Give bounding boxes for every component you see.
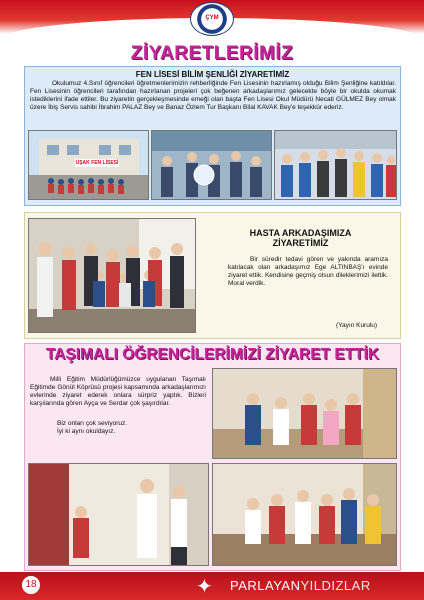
footer-brand-left: PARLAYAN	[230, 578, 301, 593]
page-number: 18	[22, 576, 40, 594]
article2-body: Bir süredir tedavi gören ve yakında aramıza katılacak olan arkadaşımız Ege ALTINBAŞ'ı evinde ziyaret ettik. Kendisine geçmiş olsun dileklerimizi ilettik. Moral verdik.	[228, 256, 388, 287]
page-title: ZİYARETLERİMİZ	[130, 43, 294, 64]
article1-title: FEN LİSESİ BİLİM ŞENLİĞİ ZİYARETİMİZ	[135, 70, 290, 79]
logo-text: ÇYM	[205, 15, 219, 21]
footer-brand	[230, 578, 371, 593]
article1-body: Okulumuz 4.Sınıf öğrencileri öğretmenlerimizin rehberliğinde Fen Lisesinin hazırlamış olduğu Bilim Şenliğine katıldılar. Fen Lisesinin öğrencileri tarafından hazırlanan projeleri çok beğenen arkadaşlarımız gelecekte böyle bir okulda okumak istediklerini ifade ettiler. Bu ziyaretin gerçekleşmesinde emeği olan başta Fen Lisesi Okul Müdürü Necati GÜLMEZ Bey olmak üzere İbiş Servis sahibi İbrahim PALAZ Bey ve Banaz Özlem Tur Başkanı Bilal KAVAK Bey'e teşekkür ederiz.	[30, 80, 396, 111]
article2-signature: (Yayın Kurulu)	[336, 322, 378, 329]
school-logo	[190, 2, 234, 36]
photo-school-building	[28, 130, 149, 200]
article3-line2: Biz onları çok seviyoruz.	[57, 420, 128, 427]
photo-home-visit	[28, 218, 196, 333]
photo-family-sitting	[212, 463, 397, 566]
star-icon: ✦	[196, 576, 213, 598]
photo-doorway-visit	[28, 463, 209, 566]
footer-brand-right: YILDIZLAR	[300, 578, 371, 593]
article2-title: HASTA ARKADAŞIMIZA ZİYARETİMİZ	[249, 228, 352, 248]
article3-line3: İyi ki aynı okuldayız.	[57, 428, 116, 435]
photo-science-projects	[151, 130, 272, 200]
photo-students-group	[274, 130, 397, 200]
article3-title: TAŞIMALI ÖĞRENCİLERİMİZİ ZİYARET ETTİK	[45, 346, 380, 363]
article3-body: Milli Eğitim Müdürlüğümüzce uygulanan Taşımalı Eğitimde Gönül Köprüsü projesi kapsamında arkadaşlarımızı evlerinde ziyaret ederek onlara sürpriz yaptık. Bizleri karşılarında gören Ayça ve Serdar çok şaşırdılar.	[30, 376, 206, 407]
photo1-sign: UŞAK FEN LİSESİ	[75, 160, 119, 166]
photo-living-room-visit	[212, 368, 397, 459]
